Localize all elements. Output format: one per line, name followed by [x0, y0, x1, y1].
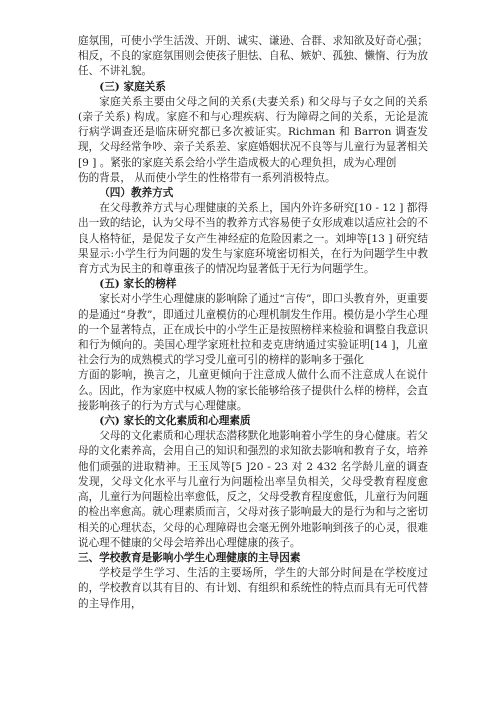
document-page: [78, 34, 428, 612]
paragraph-parenting-style: 在父母教养方式与心理健康的关系上，国内外许多研究[10 - 12 ] 都得出一致的结论，认为父母不当的教养方式容易使子女形成难以适应社会的不良人格特征，是促发子女产生神经症的危险因素之一。刘坤等[13 ] 研究结果显示:小学生行为问题的发生与家庭环境密切相关，在行为问题学生中教育方式为民主的和尊重孩子的情况均显著低于无行为问题学生。: [78, 202, 428, 276]
heading-parenting-style: （四）教养方式: [99, 187, 174, 200]
paragraph-parent-role-model-continued: 方面的影响，换言之，儿童更倾向于注意成人做什么而不注意成人在说什么。因此，作为家庭中权威人物的家长能够给孩子提供什么样的榜样，会直接影响孩子的行为方式与心理健康。: [78, 369, 428, 412]
heading-school-education: 三、学校教育是影响小学生心理健康的主导因素: [78, 551, 301, 564]
heading-family-relations: (三) 家庭关系: [99, 80, 166, 93]
paragraph-family-atmosphere-end: 庭氛围，可使小学生活泼、开朗、诚实、谦逊、合群、求知欲及好奇心强；相反，不良的家庭氛围则会使孩子胆怯、自私、嫉妒、孤独、懒惰、行为放任、不讲礼貌。: [78, 35, 428, 78]
paragraph-school-education: 学校是学生学习、生活的主要场所，学生的大部分时间是在学校度过的，学校教育以其有目的、有计划、有组织和系统性的特点而具有无可代替的主导作用，: [78, 567, 428, 610]
paragraph-parent-education-psychology: 父母的文化素质和心理状态潜移默化地影响着小学生的身心健康。若父母的文化素养高，会用自己的知识和强烈的求知欲去影响和教育子女，培养他们顽强的进取精神。王玉凤等[5 ]20 - 23 对 2 432 名学龄儿童的调查发现，父母文化水平与儿童行为问题检出率呈负相关，父母受教育程度愈高，儿童行为问题检出率愈低，反之，父母受教育程度愈低，儿童行为问题的检出率愈高。就心理素质而言，父母对孩子影响最大的是行为和与之密切相关的心理状态，父母的心理障碍也会毫无例外地影响到孩子的心灵，很难说心理不健康的父母会培养出心理健康的孩子。: [78, 430, 428, 549]
heading-parent-education-psychology: (六) 家长的文化素质和心理素质: [99, 415, 251, 428]
heading-parent-role-model: (五) 家长的榜样: [99, 278, 177, 291]
paragraph-family-relations-continued: 伤的背景， 从而使小学生的性格带有一系列消极特点。: [78, 171, 336, 184]
paragraph-parent-role-model: 家长对小学生心理健康的影响除了通过“言传”，即口头教育外，更重要的是通过“身教”，即通过儿童模仿的心理机制发生作用。模仿是小学生心理的一个显著特点，正在成长中的小学生正是按照榜样来检验和调整自我意识和行为倾向的。美国心理学家班杜拉和麦克唐纳通过实验证明[14 ]，儿童社会行为的成熟模式的学习受儿童可引的榜样的影响多于强化: [78, 293, 428, 367]
paragraph-family-relations: 家庭关系主要由父母之间的关系(夫妻关系) 和父母与子女之间的关系(亲子关系) 构成。家庭不和与心理疾病、行为障碍之间的关系，无论是流行病学调查还是临床研究都已多次被证实。Richman 和 Barron 调查发现，父母经常争吵、亲子关系差、家庭婚姻状况不良等与儿童行为显著相关[9 ] 。紧张的家庭关系会给小学生造成极大的心理负担，成为心理创: [78, 95, 428, 169]
